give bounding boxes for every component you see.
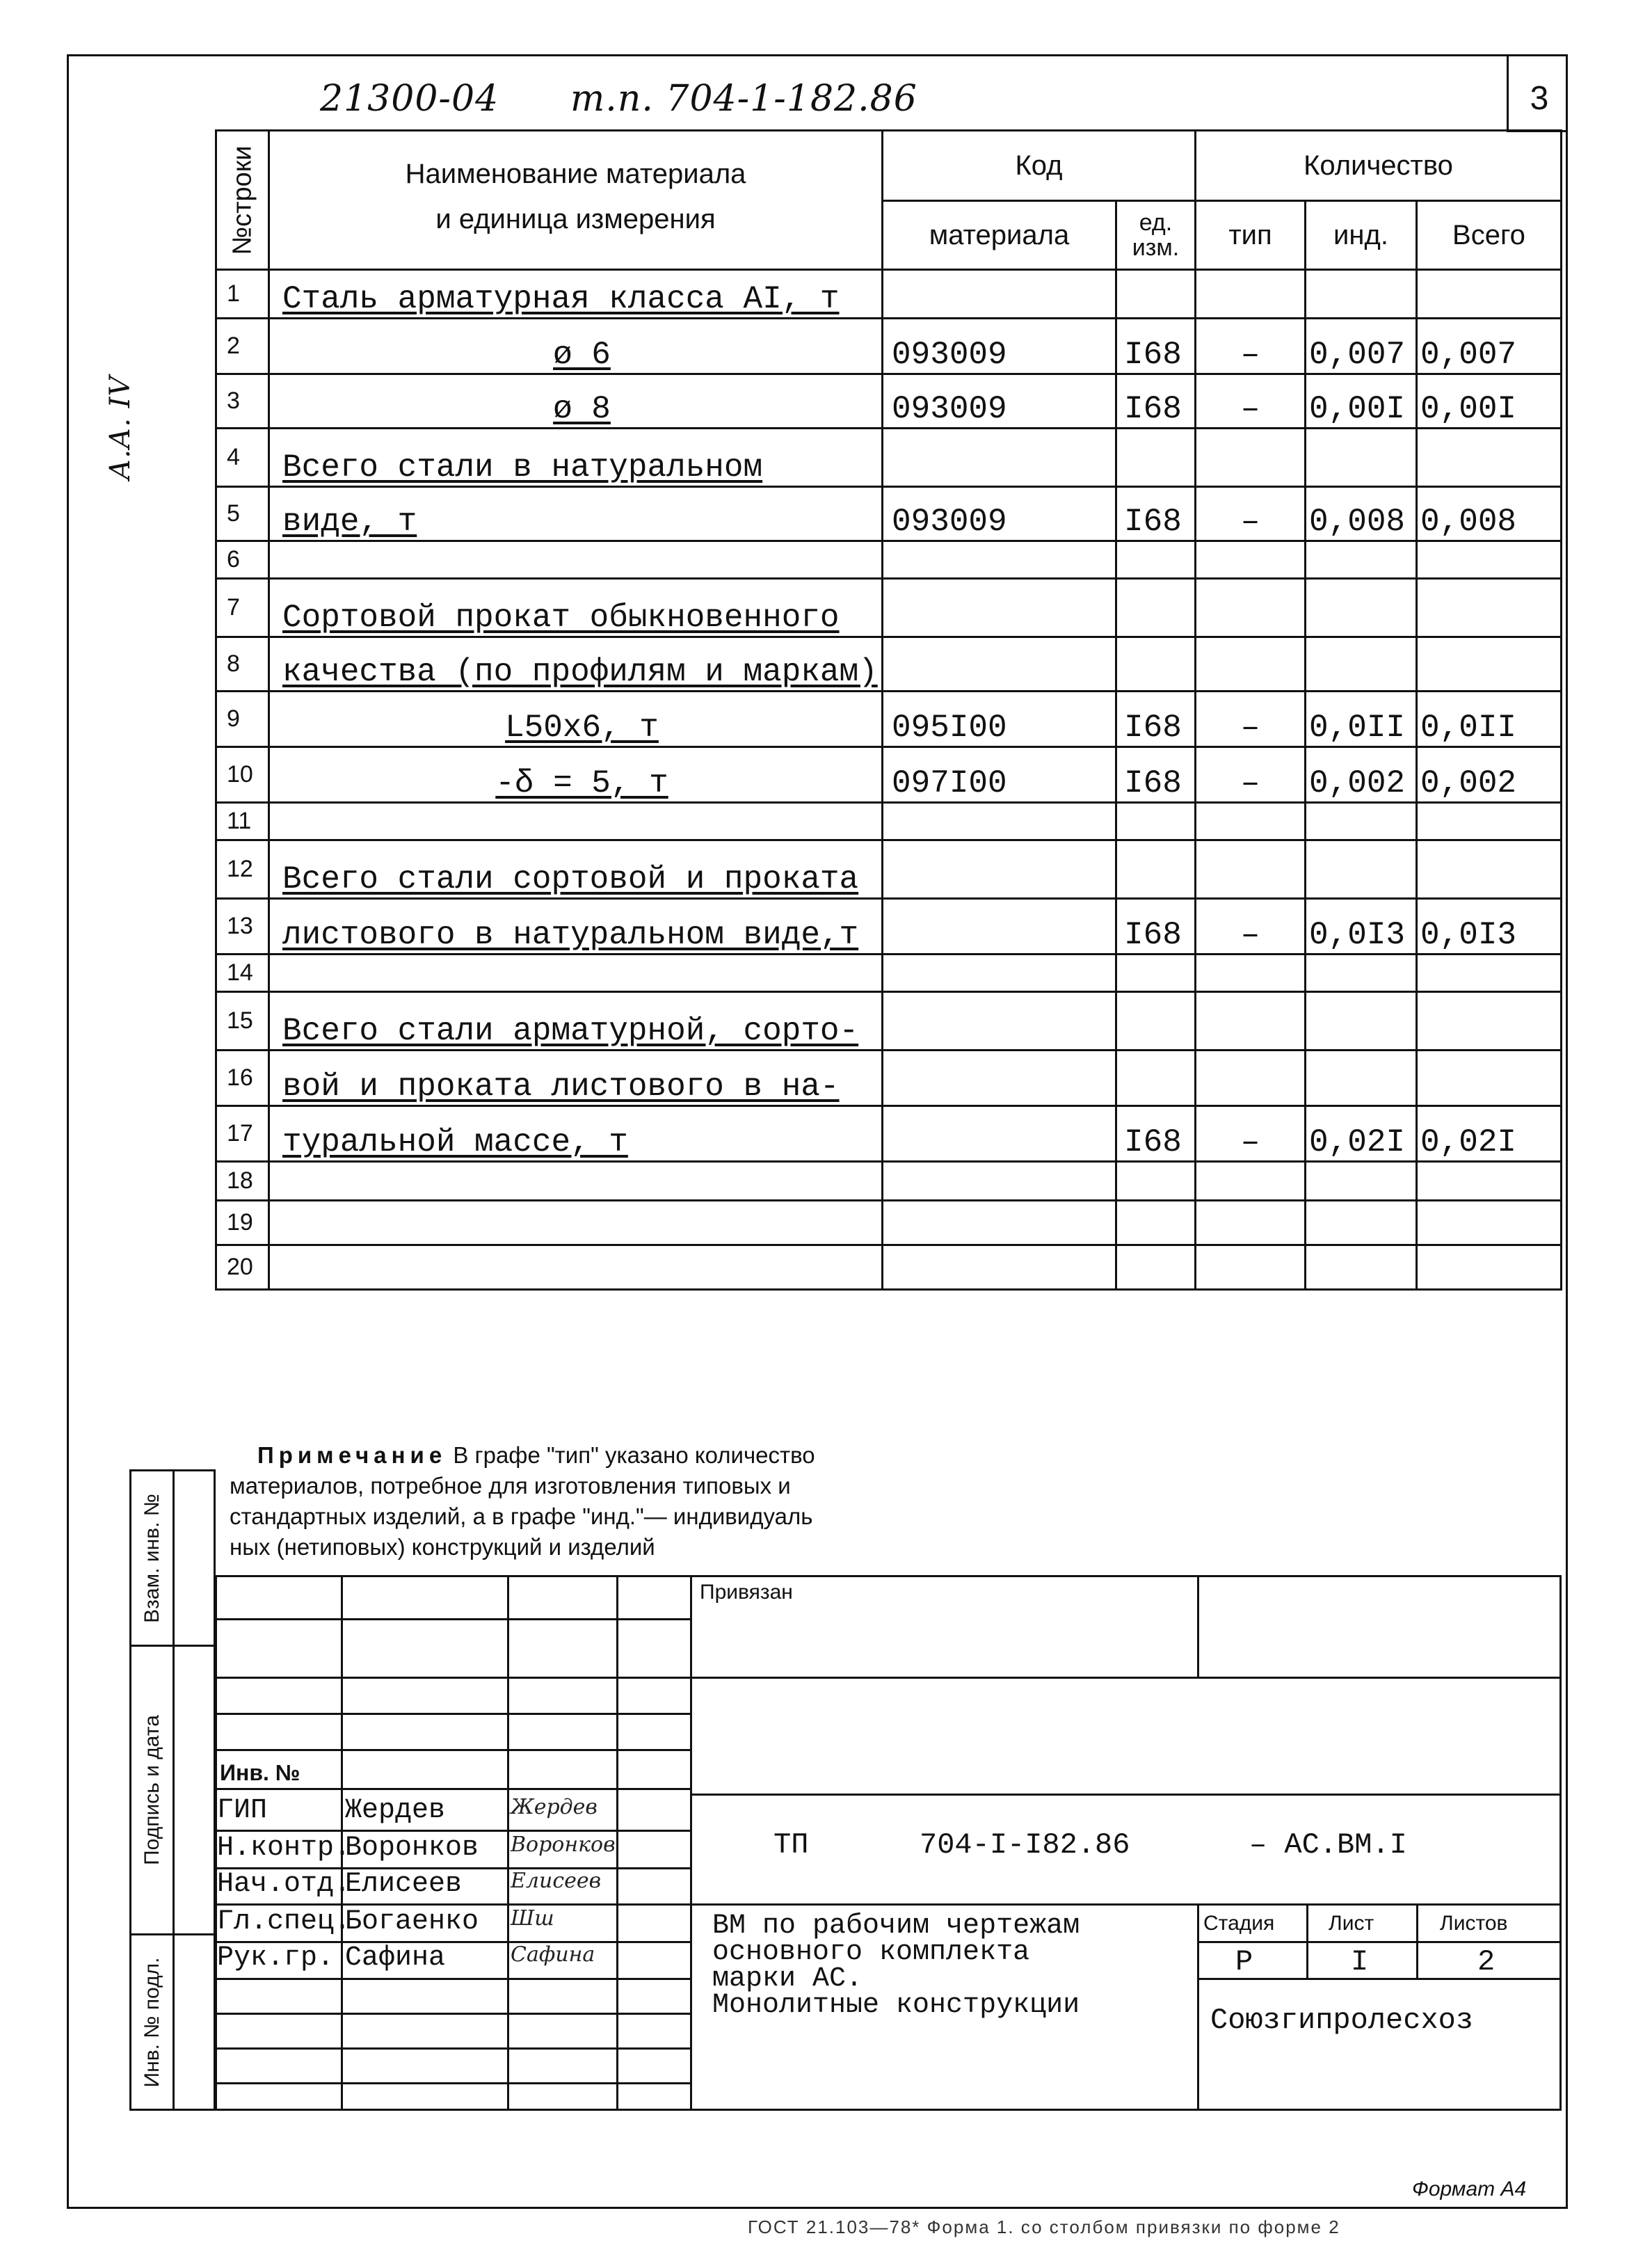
material-code-cell bbox=[883, 747, 1116, 803]
qty-total-cell bbox=[1417, 319, 1562, 374]
organization: Союзгипролесхоз bbox=[1210, 2004, 1474, 2037]
project-reference: т.п. 704-1-182.86 bbox=[570, 78, 917, 120]
code-unit-header: ед. изм. bbox=[1116, 201, 1196, 270]
row-number-cell bbox=[216, 1245, 269, 1290]
signer-signature: Жердев bbox=[511, 1795, 598, 1819]
material-code-cell bbox=[883, 1201, 1116, 1245]
unit-code-cell bbox=[1116, 1162, 1196, 1201]
inventory-code: 21300-04 bbox=[320, 78, 499, 120]
material-code-cell bbox=[883, 1162, 1116, 1201]
signer-signature: Елисеев bbox=[511, 1869, 602, 1893]
qty-ind-cell bbox=[1306, 1106, 1417, 1162]
qty-type: – bbox=[1240, 337, 1260, 373]
material-name: ø 8 bbox=[553, 391, 611, 427]
signer-name: Жердев bbox=[345, 1795, 446, 1826]
table-row bbox=[216, 955, 1562, 992]
table-row bbox=[216, 1245, 1562, 1290]
row-number: 8 bbox=[227, 650, 240, 677]
qty-total-cell bbox=[1417, 899, 1562, 955]
stage-label: Стадия bbox=[1203, 1912, 1275, 1935]
unit-code: I68 bbox=[1124, 1124, 1182, 1160]
qty-type-cell bbox=[1196, 840, 1306, 899]
material-name-cell bbox=[269, 747, 883, 803]
row-number-cell bbox=[216, 1106, 269, 1162]
sheets-value: 2 bbox=[1477, 1945, 1495, 1979]
material-code-cell bbox=[883, 270, 1116, 319]
qty-ind-cell bbox=[1306, 487, 1417, 541]
row-number-cell bbox=[216, 692, 269, 747]
row-number-cell bbox=[216, 992, 269, 1051]
material-code-cell bbox=[883, 1051, 1116, 1106]
unit-code-cell bbox=[1116, 374, 1196, 429]
material-name-cell bbox=[269, 803, 883, 840]
qty-ind: 0,002 bbox=[1309, 765, 1406, 801]
row-number: 18 bbox=[227, 1167, 253, 1194]
qty-type-cell bbox=[1196, 1162, 1306, 1201]
unit-code-cell bbox=[1116, 541, 1196, 579]
qty-type: – bbox=[1240, 710, 1260, 746]
unit-code-cell bbox=[1116, 840, 1196, 899]
table-row bbox=[216, 692, 1562, 747]
material-name-cell bbox=[269, 1201, 883, 1245]
material-code-cell bbox=[883, 487, 1116, 541]
signer-name: Богаенко bbox=[345, 1906, 479, 1938]
table-row bbox=[216, 319, 1562, 374]
qty-type-cell bbox=[1196, 1106, 1306, 1162]
margin-note: А.А. IV bbox=[104, 375, 136, 480]
qty-type: – bbox=[1240, 391, 1260, 427]
row-number-cell bbox=[216, 1201, 269, 1245]
qty-ind-cell bbox=[1306, 1162, 1417, 1201]
material-name-cell bbox=[269, 541, 883, 579]
signer-signature: Шш bbox=[511, 1906, 554, 1931]
qty-type-cell bbox=[1196, 319, 1306, 374]
material-code-cell bbox=[883, 579, 1116, 637]
qty-type-cell bbox=[1196, 429, 1306, 487]
privyazan-label: Привязан bbox=[700, 1581, 793, 1604]
material-name: Всего стали в натуральном bbox=[282, 449, 763, 486]
row-number: 11 bbox=[227, 808, 252, 834]
strip-vzam bbox=[129, 1469, 216, 1647]
unit-code-cell bbox=[1116, 747, 1196, 803]
qty-type: – bbox=[1240, 1124, 1260, 1160]
note-label: Примечание bbox=[257, 1442, 447, 1468]
qty-total: 0,007 bbox=[1420, 337, 1517, 373]
sheet-number-box bbox=[1507, 54, 1568, 132]
gost-footer: ГОСТ 21.103—78* Форма 1. со столбом привязки по форме 2 bbox=[748, 2217, 1340, 2237]
unit-code: I68 bbox=[1124, 765, 1182, 801]
signer-signature: Сафина bbox=[511, 1942, 595, 1967]
row-number: 15 bbox=[227, 1007, 253, 1034]
qty-total-cell bbox=[1417, 1201, 1562, 1245]
signer-name: Воронков bbox=[345, 1832, 479, 1864]
qty-type-cell bbox=[1196, 1051, 1306, 1106]
designation-tp: ТП bbox=[773, 1828, 809, 1862]
row-number-cell bbox=[216, 840, 269, 899]
material-code-cell bbox=[883, 541, 1116, 579]
qty-total: 0,0II bbox=[1420, 710, 1517, 746]
qty-total-cell bbox=[1417, 579, 1562, 637]
material-name: Сортовой прокат обыкновенного bbox=[282, 600, 840, 636]
row-number: 7 bbox=[227, 594, 240, 621]
signer-role: Гл.спец. bbox=[217, 1906, 351, 1938]
quantity-header: Количество bbox=[1196, 131, 1562, 201]
row-number-cell bbox=[216, 270, 269, 319]
qty-type-cell bbox=[1196, 270, 1306, 319]
material-name: Всего стали сортовой и проката bbox=[282, 861, 859, 897]
code-material-header: материала bbox=[883, 201, 1116, 270]
signer-name: Елисеев bbox=[345, 1869, 463, 1900]
note-line-2: материалов, потребное для изготовления типовых и bbox=[230, 1473, 791, 1499]
qty-type: – bbox=[1240, 504, 1260, 540]
format-label: Формат А4 bbox=[1412, 2178, 1527, 2201]
unit-code-cell bbox=[1116, 692, 1196, 747]
qty-type-cell bbox=[1196, 1245, 1306, 1290]
table-row bbox=[216, 429, 1562, 487]
material-name: качества (по профилям и маркам) bbox=[282, 654, 878, 690]
row-number-cell bbox=[216, 637, 269, 692]
document-title: ВМ по рабочим чертежам основного комплекта марки АС. Монолитные конструкции bbox=[712, 1910, 1080, 2021]
table-row bbox=[216, 803, 1562, 840]
material-code-cell bbox=[883, 637, 1116, 692]
unit-code-cell bbox=[1116, 1201, 1196, 1245]
row-number: 17 bbox=[227, 1120, 253, 1147]
qty-ind: 0,02I bbox=[1309, 1124, 1406, 1160]
designation-suffix: – АС.ВМ.I bbox=[1249, 1828, 1407, 1862]
material-name: листового в натуральном виде,т bbox=[282, 917, 859, 953]
material-name-cell bbox=[269, 374, 883, 429]
qty-total-cell bbox=[1417, 840, 1562, 899]
qty-total-cell bbox=[1417, 1106, 1562, 1162]
unit-code-cell bbox=[1116, 579, 1196, 637]
material-code: 097I00 bbox=[892, 765, 1007, 801]
row-number: 20 bbox=[227, 1254, 253, 1280]
qty-type: – bbox=[1240, 765, 1260, 801]
unit-code-cell bbox=[1116, 992, 1196, 1051]
qty-ind-cell bbox=[1306, 1245, 1417, 1290]
qty-total-header: Всего bbox=[1417, 201, 1562, 270]
unit-code-cell bbox=[1116, 429, 1196, 487]
qty-total-cell bbox=[1417, 1245, 1562, 1290]
qty-ind-cell bbox=[1306, 899, 1417, 955]
row-number: 1 bbox=[227, 280, 240, 307]
qty-total-cell bbox=[1417, 429, 1562, 487]
qty-total: 0,02I bbox=[1420, 1124, 1517, 1160]
unit-code-cell bbox=[1116, 955, 1196, 992]
unit-code-cell bbox=[1116, 319, 1196, 374]
qty-ind-cell bbox=[1306, 747, 1417, 803]
qty-total: 0,00I bbox=[1420, 391, 1517, 427]
material-name-cell bbox=[269, 955, 883, 992]
qty-total-cell bbox=[1417, 541, 1562, 579]
material-name: -δ = 5, т bbox=[495, 765, 668, 801]
qty-total-cell bbox=[1417, 803, 1562, 840]
unit-code-cell bbox=[1116, 487, 1196, 541]
material-code-cell bbox=[883, 1245, 1116, 1290]
signer-role: ГИП bbox=[217, 1795, 268, 1826]
row-number-cell bbox=[216, 374, 269, 429]
signer-name: Сафина bbox=[345, 1942, 446, 1974]
qty-ind: 0,008 bbox=[1309, 504, 1406, 540]
table-row bbox=[216, 1162, 1562, 1201]
material-name: Сталь арматурная класса AI, т bbox=[282, 281, 840, 317]
material-code-cell bbox=[883, 992, 1116, 1051]
table-row bbox=[216, 270, 1562, 319]
row-number-cell bbox=[216, 429, 269, 487]
material-code: 095I00 bbox=[892, 710, 1007, 746]
qty-ind-cell bbox=[1306, 270, 1417, 319]
qty-ind: 0,007 bbox=[1309, 337, 1406, 373]
qty-total-cell bbox=[1417, 1051, 1562, 1106]
note-line-4: ных (нетиповых) конструкций и изделий bbox=[230, 1534, 655, 1560]
unit-code-cell bbox=[1116, 637, 1196, 692]
row-number-cell bbox=[216, 487, 269, 541]
unit-code-cell bbox=[1116, 803, 1196, 840]
qty-total: 0,002 bbox=[1420, 765, 1517, 801]
material-name-cell bbox=[269, 840, 883, 899]
material-code: 093009 bbox=[892, 337, 1007, 373]
material-name: виде, т bbox=[282, 504, 417, 540]
row-number: 2 bbox=[227, 333, 240, 359]
row-number-cell bbox=[216, 803, 269, 840]
materials-table bbox=[215, 129, 1562, 1291]
material-name-cell bbox=[269, 1051, 883, 1106]
unit-code-cell bbox=[1116, 1245, 1196, 1290]
material-name-cell bbox=[269, 487, 883, 541]
qty-type-header: тип bbox=[1196, 201, 1306, 270]
material-name: L50x6, т bbox=[505, 710, 659, 746]
row-number: 6 bbox=[227, 546, 240, 573]
row-number: 5 bbox=[227, 500, 240, 527]
table-row bbox=[216, 579, 1562, 637]
qty-ind-cell bbox=[1306, 955, 1417, 992]
qty-type-cell bbox=[1196, 955, 1306, 992]
row-number: 13 bbox=[227, 913, 253, 939]
material-name: вой и проката листового в на- bbox=[282, 1069, 840, 1105]
material-name-cell bbox=[269, 1245, 883, 1290]
signer-role: Н.контр. bbox=[217, 1832, 351, 1864]
row-number: 4 bbox=[227, 444, 240, 470]
material-code: 093009 bbox=[892, 504, 1007, 540]
qty-type-cell bbox=[1196, 374, 1306, 429]
sheet-value: I bbox=[1351, 1945, 1369, 1979]
qty-total-cell bbox=[1417, 270, 1562, 319]
row-number: 10 bbox=[227, 761, 253, 788]
row-number-cell bbox=[216, 1162, 269, 1201]
qty-total-cell bbox=[1417, 1162, 1562, 1201]
unit-code: I68 bbox=[1124, 337, 1182, 373]
unit-code-cell bbox=[1116, 270, 1196, 319]
row-number: 16 bbox=[227, 1064, 253, 1091]
unit-code-cell bbox=[1116, 1106, 1196, 1162]
designation-number: 704-I-I82.86 bbox=[920, 1828, 1130, 1862]
qty-total-cell bbox=[1417, 637, 1562, 692]
material-code-cell bbox=[883, 319, 1116, 374]
table-row bbox=[216, 1051, 1562, 1106]
sheet-label: Лист bbox=[1329, 1912, 1374, 1935]
qty-type: – bbox=[1240, 917, 1260, 953]
qty-total-cell bbox=[1417, 487, 1562, 541]
qty-type-cell bbox=[1196, 803, 1306, 840]
table-row bbox=[216, 487, 1562, 541]
material-code-cell bbox=[883, 429, 1116, 487]
qty-type-cell bbox=[1196, 992, 1306, 1051]
material-name-cell bbox=[269, 579, 883, 637]
table-row bbox=[216, 374, 1562, 429]
unit-code-cell bbox=[1116, 1051, 1196, 1106]
qty-ind-cell bbox=[1306, 692, 1417, 747]
row-number-cell bbox=[216, 541, 269, 579]
qty-ind-cell bbox=[1306, 840, 1417, 899]
qty-ind: 0,0I3 bbox=[1309, 917, 1406, 953]
stage-value: Р bbox=[1235, 1945, 1253, 1979]
row-number: 12 bbox=[227, 856, 253, 882]
qty-ind-cell bbox=[1306, 1051, 1417, 1106]
table-row bbox=[216, 637, 1562, 692]
qty-type-cell bbox=[1196, 579, 1306, 637]
strip-inv-podl-label: Инв. № подл. bbox=[140, 1957, 163, 2087]
qty-ind-cell bbox=[1306, 1201, 1417, 1245]
sheet-number: 3 bbox=[1530, 80, 1549, 117]
unit-code: I68 bbox=[1124, 917, 1182, 953]
material-name-cell bbox=[269, 1162, 883, 1201]
note-line-3: стандартных изделий, а в графе "инд."— индивидуаль bbox=[230, 1503, 813, 1529]
material-name-cell bbox=[269, 270, 883, 319]
sheets-label: Листов bbox=[1440, 1912, 1508, 1935]
material-code-cell bbox=[883, 899, 1116, 955]
qty-total-cell bbox=[1417, 747, 1562, 803]
material-code: 093009 bbox=[892, 391, 1007, 427]
strip-inv-podl bbox=[129, 1933, 216, 2111]
table-row bbox=[216, 899, 1562, 955]
qty-ind-cell bbox=[1306, 637, 1417, 692]
signer-role: Нач.отд. bbox=[217, 1869, 351, 1900]
code-header: Код bbox=[883, 131, 1196, 201]
strip-podpis-label: Подпись и дата bbox=[140, 1715, 163, 1865]
strip-podpis bbox=[129, 1645, 216, 1935]
table-row bbox=[216, 1201, 1562, 1245]
material-name-cell bbox=[269, 429, 883, 487]
row-number: 14 bbox=[227, 959, 253, 986]
note-line-1: В графе "тип" указано количество bbox=[447, 1442, 815, 1468]
qty-total-cell bbox=[1417, 992, 1562, 1051]
qty-ind-cell bbox=[1306, 374, 1417, 429]
table-row bbox=[216, 541, 1562, 579]
qty-total: 0,008 bbox=[1420, 504, 1517, 540]
table-row bbox=[216, 840, 1562, 899]
qty-ind-header: инд. bbox=[1306, 201, 1417, 270]
qty-type-cell bbox=[1196, 637, 1306, 692]
qty-type-cell bbox=[1196, 487, 1306, 541]
material-code-cell bbox=[883, 840, 1116, 899]
material-name: ø 6 bbox=[553, 337, 611, 373]
row-number-cell bbox=[216, 955, 269, 992]
qty-type-cell bbox=[1196, 692, 1306, 747]
qty-type-cell bbox=[1196, 747, 1306, 803]
material-code-cell bbox=[883, 1106, 1116, 1162]
material-name-cell bbox=[269, 637, 883, 692]
row-number: 9 bbox=[227, 705, 240, 732]
unit-code: I68 bbox=[1124, 710, 1182, 746]
signer-signature: Воронков bbox=[511, 1832, 616, 1857]
qty-ind-cell bbox=[1306, 541, 1417, 579]
qty-total-cell bbox=[1417, 955, 1562, 992]
qty-type-cell bbox=[1196, 541, 1306, 579]
inv-no-label: Инв. № bbox=[220, 1760, 300, 1785]
row-number: 19 bbox=[227, 1209, 253, 1236]
table-row bbox=[216, 992, 1562, 1051]
row-number-cell bbox=[216, 579, 269, 637]
qty-type-cell bbox=[1196, 1201, 1306, 1245]
row-number: 3 bbox=[227, 388, 240, 414]
row-number-header: №строки bbox=[216, 131, 269, 270]
qty-ind-cell bbox=[1306, 319, 1417, 374]
unit-code: I68 bbox=[1124, 391, 1182, 427]
qty-ind: 0,00I bbox=[1309, 391, 1406, 427]
unit-code: I68 bbox=[1124, 504, 1182, 540]
qty-ind-cell bbox=[1306, 803, 1417, 840]
unit-code-cell bbox=[1116, 899, 1196, 955]
qty-ind-cell bbox=[1306, 429, 1417, 487]
table-row bbox=[216, 747, 1562, 803]
note-block bbox=[230, 1440, 1134, 1563]
row-number-cell bbox=[216, 747, 269, 803]
material-name-cell bbox=[269, 692, 883, 747]
material-name: туральной массе, т bbox=[282, 1124, 628, 1160]
material-code-cell bbox=[883, 803, 1116, 840]
qty-ind-cell bbox=[1306, 992, 1417, 1051]
qty-ind: 0,0II bbox=[1309, 710, 1406, 746]
qty-ind-cell bbox=[1306, 579, 1417, 637]
row-number-cell bbox=[216, 1051, 269, 1106]
material-code-cell bbox=[883, 955, 1116, 992]
material-name: Всего стали арматурной, сорто- bbox=[282, 1013, 859, 1049]
qty-type-cell bbox=[1196, 899, 1306, 955]
material-name-cell bbox=[269, 899, 883, 955]
signer-role: Рук.гр. bbox=[217, 1942, 335, 1974]
table-row bbox=[216, 1106, 1562, 1162]
qty-total-cell bbox=[1417, 374, 1562, 429]
material-name-cell bbox=[269, 1106, 883, 1162]
material-name-cell bbox=[269, 992, 883, 1051]
qty-total: 0,0I3 bbox=[1420, 917, 1517, 953]
row-number-cell bbox=[216, 899, 269, 955]
material-name-cell bbox=[269, 319, 883, 374]
material-code-cell bbox=[883, 374, 1116, 429]
material-code-cell bbox=[883, 692, 1116, 747]
material-name-header: Наименование материала и единица измерения bbox=[269, 131, 883, 270]
strip-vzam-label: Взам. инв. № bbox=[140, 1493, 163, 1623]
row-number-cell bbox=[216, 319, 269, 374]
qty-total-cell bbox=[1417, 692, 1562, 747]
